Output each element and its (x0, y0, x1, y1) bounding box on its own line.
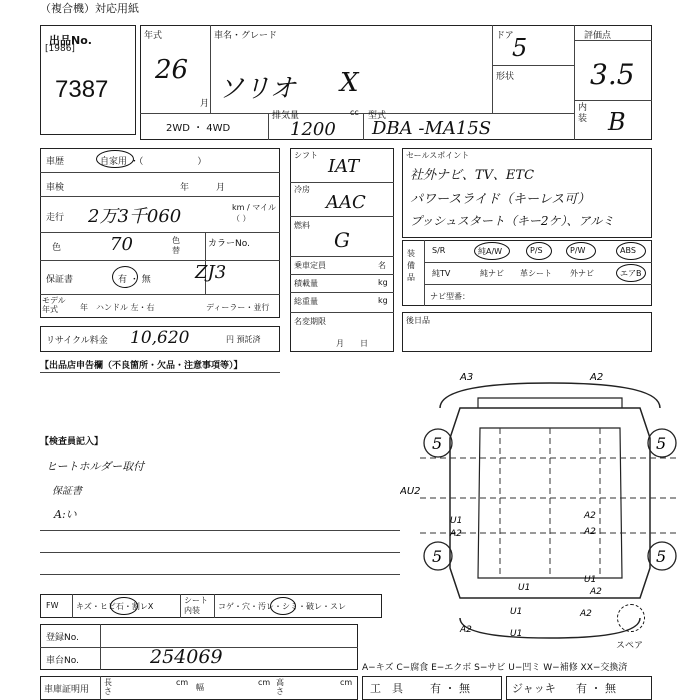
jack-options: 有 ・ 無 (576, 682, 616, 695)
equip-ps: P/S (530, 246, 543, 255)
history-circle (96, 150, 134, 168)
score-label: 評価点 (584, 31, 612, 41)
name-value: ソリオ (218, 74, 296, 104)
interior-label: 内装 (578, 103, 588, 124)
damage-diagram (400, 368, 700, 648)
lot-number: 7387 (55, 76, 109, 103)
door-label: ドア (496, 31, 514, 41)
history-options: 自家用 ・（ ） (100, 157, 207, 167)
inspector-note-2: 保証書 (52, 486, 82, 497)
lot-label: 出品No. (49, 34, 92, 47)
sales-point-2: パワースライド（キーレス可） (410, 192, 591, 207)
mileage-units: km / マイル（ ） (232, 203, 277, 223)
mark-7: A2 (584, 527, 596, 537)
score-value: 3.5 (590, 58, 635, 91)
shift-label: シフト (294, 151, 318, 160)
model-year-unit: 年 (80, 303, 88, 312)
weight-unit: kg (378, 296, 388, 305)
mark-14: U1 (510, 629, 523, 639)
equip-aw: 純A/W (478, 247, 503, 256)
width-label: 幅 (196, 683, 204, 692)
length-unit: cm (176, 678, 189, 687)
equip-airbag: エアB (620, 269, 642, 278)
length-label: 長さ (104, 678, 112, 696)
tyre-label-3: 5 (432, 547, 443, 566)
shift-value: IAT (328, 156, 360, 177)
mark-12: A2 (460, 625, 472, 635)
mark-1: A3 (460, 372, 474, 383)
roof-outline (440, 383, 660, 408)
mark-3: AU2 (400, 486, 421, 497)
circle-abs (616, 242, 646, 260)
equip-navi: 純ナビ (480, 269, 504, 278)
lot-small-code: [1986] (45, 44, 75, 54)
legend-text: A−キズ C−腐食 E−エクボ S−サビ U−凹ミ W−補修 XX−交換済 (362, 663, 628, 673)
mileage-value: 2万3千060 (88, 206, 182, 227)
circle-crack (110, 597, 138, 615)
color-label: 色 (52, 243, 62, 253)
drive-label: 2WD ・ 4WD (166, 123, 231, 134)
warranty-label: 保証書 (46, 275, 74, 285)
sales-points-label: セールスポイント (406, 151, 470, 160)
arrival-box (402, 312, 652, 352)
width-unit: cm (258, 678, 271, 687)
mark-13: A2 (580, 609, 592, 619)
height-unit: cm (340, 678, 353, 687)
history-label: 車歴 (46, 157, 65, 167)
recycle-label: リサイクル料金 (46, 336, 108, 346)
mark-6: A2 (584, 511, 596, 521)
name-change-label: 名変期限 (294, 317, 326, 326)
seat-label: シート内装 (184, 596, 208, 615)
warranty-options: 有 ・ 無 (118, 275, 151, 285)
displacement-unit: cc (350, 108, 359, 117)
mark-4: U1 (450, 516, 463, 526)
circle-airbag (616, 264, 646, 282)
year-label: 年式 (144, 31, 163, 41)
displacement-label: 排気量 (272, 111, 300, 121)
reg-label: 登録No. (46, 633, 79, 643)
cert-label: 車庫証明用 (44, 685, 90, 695)
inspection-units: 年 月 (180, 183, 226, 193)
dealer-label: ディーラー・並行 (206, 303, 270, 312)
sales-point-1: 社外ナビ、TV、ETC (410, 168, 535, 183)
displacement-value: 1200 (290, 119, 336, 140)
spare-label: スペア (616, 641, 644, 651)
fw-items-1: キズ・ヒビ石・割レX (76, 602, 154, 611)
tyre-label-2: 5 (656, 434, 667, 453)
equip-abs: ABS (620, 246, 636, 255)
equip-tv: 純TV (432, 269, 451, 278)
recycle-value: 10,620 (130, 328, 190, 348)
mark-2: A2 (590, 372, 604, 383)
chassis-label: 車台No. (46, 656, 79, 666)
arrival-label: 後日品 (406, 316, 430, 325)
name-change-unit: 月 日 (336, 339, 368, 348)
load-label: 積載量 (294, 279, 318, 288)
load-unit: kg (378, 278, 388, 287)
inspector-label: 【検査員記入】 (40, 437, 104, 447)
mark-8: U1 (518, 583, 531, 593)
equip-sr: S/R (432, 246, 446, 255)
year-value: 26 (155, 55, 189, 85)
shape-label: 形状 (496, 72, 515, 82)
ac-value: AAC (326, 192, 366, 213)
capacity-unit: 名 (378, 261, 386, 270)
mileage-label: 走行 (46, 213, 65, 223)
model-label: 型式 (368, 111, 387, 121)
history-box (40, 148, 280, 318)
bumper-outline (460, 618, 640, 638)
fuel-value: G (334, 228, 350, 252)
tools-options: 有 ・ 無 (430, 682, 470, 695)
equip-ext-navi: 外ナビ (570, 269, 594, 278)
model-year-label: モデル年式 (42, 296, 66, 314)
interior-value: B (608, 108, 626, 136)
fuel-label: 燃料 (294, 221, 310, 230)
lot-box (40, 25, 136, 135)
mark-10: A2 (590, 587, 602, 597)
mark-9: U1 (584, 575, 597, 585)
inspector-note-3: A:い (54, 508, 77, 521)
fw-label: FW (46, 601, 59, 610)
model-value: DBA -MA15S (372, 118, 492, 139)
recycle-unit: 円 預託済 (226, 335, 261, 344)
circle-aw (474, 242, 510, 260)
inspection-label: 車検 (46, 183, 65, 193)
ac-label: 冷房 (294, 185, 310, 194)
form-label: （複合機）対応用紙 (40, 2, 139, 15)
tyre-label-4: 5 (656, 547, 667, 566)
tools-label: 工 具 (370, 682, 403, 695)
sales-point-3: プッシュスタート（キー2ケ）、アルミ (410, 214, 615, 228)
inspector-note-1: ヒートホルダー取付 (46, 460, 145, 473)
jack-label: ジャッキ (512, 682, 556, 695)
mark-11: U1 (510, 607, 523, 617)
height-label: 高さ (276, 678, 284, 696)
capacity-label: 乗車定員 (294, 261, 326, 270)
seller-notes-label: 【出品店申告欄（不良箇所・欠品・注意事項等）】 (40, 361, 243, 371)
spare-tyre-icon (617, 604, 645, 632)
equipment-label: 装備品 (407, 249, 415, 282)
circle-ps (526, 242, 552, 260)
equip-leather: 革シート (520, 269, 552, 278)
navi-model-label: ナビ型番： (430, 292, 470, 301)
equip-pw: P/W (570, 246, 586, 255)
chassis-value: 254069 (150, 646, 223, 668)
warranty-circle (112, 266, 138, 288)
circle-pw (566, 242, 596, 260)
circle-stain (270, 597, 296, 615)
handle-label: ハンドル 左・右 (96, 303, 155, 312)
door-value: 5 (512, 34, 528, 62)
tyre-label-1: 5 (432, 434, 443, 453)
color-change-label: 色替 (172, 236, 180, 255)
year-unit: 月 (200, 99, 210, 109)
name-label: 車名・グレード (214, 31, 278, 41)
fw-items-2: コゲ・穴・汚レ・シミ・破レ・スレ (218, 602, 346, 611)
weight-label: 総重量 (294, 297, 318, 306)
grade-value: X (340, 68, 359, 98)
mark-5: A2 (450, 529, 462, 539)
color-code-value: ZJ3 (195, 262, 227, 283)
color-code-label: カラーNo. (208, 239, 250, 249)
color-value: 70 (110, 234, 133, 255)
